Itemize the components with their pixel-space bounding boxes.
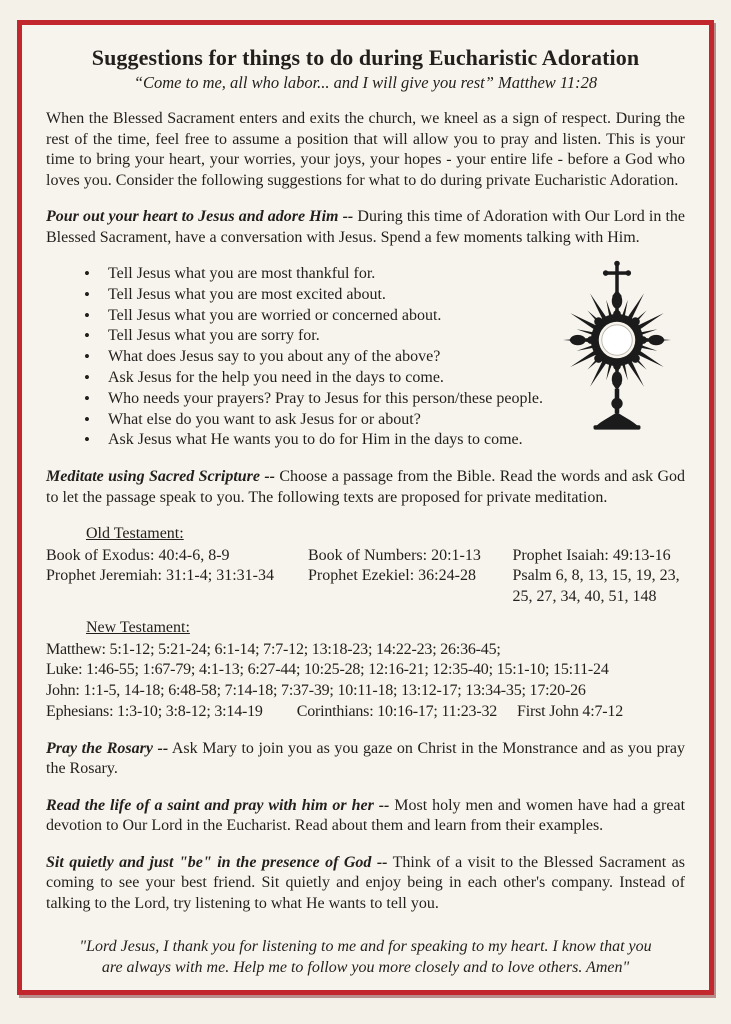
rosary-paragraph [46, 739, 685, 780]
meditate-paragraph [46, 467, 685, 508]
list-item: • Tell Jesus what you are most thankful for. [108, 264, 685, 285]
nt-reference: Matthew: 5:1-12; 5:21-24; 6:1-14; 7:7-12; 13:18-23; 14:22-23; 26:36-45; [46, 640, 501, 658]
intro-paragraph: When the Blessed Sacrament enters and exits the church, we kneel as a sign of respect. During the rest of the time, feel free to assume a position that will allow you to pray and listen. This is your time to bring your heart, your worries, your joys, your hopes - your entire life - before a God who loves you. Consider the following suggestions for what to do during private Eucharistic Adoration. [46, 110, 685, 189]
ot-reference: 25, 27, 34, 40, 51, 148 [512, 588, 657, 606]
pour-out-paragraph [46, 207, 685, 248]
pour-out-section [46, 207, 685, 467]
new-testament-section [46, 618, 685, 723]
list-item: • Tell Jesus what you are most excited about. [108, 285, 685, 306]
red-border-frame [17, 20, 714, 995]
ot-reference: Prophet Jeremiah: 31:1-4; 31:31-34 [46, 567, 274, 585]
ot-column-1 [46, 546, 308, 608]
ot-reference: Book of Numbers: 20:1-13 [307, 546, 481, 564]
saint-paragraph [46, 796, 685, 837]
old-testament-heading: Old Testament: [86, 525, 184, 543]
pour-out-body: During this time of Adoration with Our Lord in the Blessed Sacrament, have a conversation with Jesus. Spend a few moments talking with Him. [46, 208, 686, 246]
closing-prayer: "Lord Jesus, I thank you for listening to me and for speaking to my heart. I know that you are always with me. Help me to follow you more closely and to love others. Amen" [79, 938, 652, 977]
sit-quietly-paragraph [46, 853, 685, 915]
list-item: • Ask Jesus what He wants you to do for Him in the days to come. [108, 430, 685, 451]
nt-reference: John: 1:1-5, 14-18; 6:48-58; 7:14-18; 7:37-39; 10:11-18; 13:12-17; 13:34-35; 17:20-26 [46, 682, 586, 700]
rosary-heading: Pray the Rosary -- [46, 739, 169, 757]
ot-reference: Prophet Isaiah: 49:13-16 [512, 546, 671, 564]
list-item: • Tell Jesus what you are worried or concerned about. [108, 306, 685, 327]
sit-quietly-heading: Sit quietly and just "be" in the presence of God -- [46, 853, 388, 871]
ot-reference: Psalm 6, 8, 13, 15, 19, 23, [512, 567, 680, 585]
old-testament-table [46, 546, 685, 608]
old-testament-section [46, 524, 685, 608]
scripture-subtitle: “Come to me, all who labor... and I will give you rest” Matthew 11:28 [133, 73, 598, 92]
nt-reference: Luke: 1:46-55; 1:67-79; 4:1-13; 6:27-44; 10:25-28; 12:16-21; 12:35-40; 15:1-10; 15:11-24 [46, 661, 609, 679]
pour-out-heading: Pour out your heart to Jesus and adore Him -- [46, 208, 354, 225]
ot-reference: Book of Exodus: 40:4-6, 8-9 [46, 546, 230, 564]
ot-column-2 [308, 546, 512, 608]
nt-reference-row [46, 702, 685, 723]
conversation-bullet-list [46, 264, 685, 451]
list-item: • Ask Jesus for the help you need in the days to come. [108, 368, 685, 389]
ot-column-3 [512, 546, 685, 608]
sit-quietly-body: Think of a visit to the Blessed Sacrament as coming to see your best friend. Sit quietly and enjoy being in each other's company. Instead of talking to the Lord, try listening to what He wants to tell you. [46, 853, 686, 912]
nt-reference: First John 4:7-12 [517, 702, 623, 720]
list-item: • What else do you want to ask Jesus for or about? [108, 410, 685, 431]
ot-reference: Prophet Ezekiel: 36:24-28 [307, 567, 476, 585]
list-item: • Who needs your prayers? Pray to Jesus for this person/these people. [108, 389, 685, 410]
nt-reference: Ephesians: 1:3-10; 3:8-12; 3:14-19 [46, 702, 263, 720]
list-item: • What does Jesus say to you about any of the above? [108, 347, 685, 368]
meditate-heading: Meditate using Sacred Scripture -- [46, 468, 275, 486]
list-item: • Tell Jesus what you are sorry for. [108, 326, 685, 347]
meditate-body: Choose a passage from the Bible. Read the words and ask God to let the passage speak to you. The following texts are proposed for private meditation. [46, 468, 685, 506]
new-testament-heading: New Testament: [86, 619, 190, 637]
saint-heading: Read the life of a saint and pray with him or her -- [46, 796, 390, 814]
page-title: Suggestions for things to do during Eucharistic Adoration [91, 45, 640, 70]
saint-body: Most holy men and women have had a great devotion to Our Lord in the Eucharist. Read about them and learn from their examples. [46, 796, 686, 835]
nt-reference: Corinthians: 10:16-17; 11:23-32 [296, 702, 498, 720]
rosary-body: Ask Mary to join you as you gaze on Christ in the Monstrance and as you pray the Rosary. [46, 739, 686, 778]
new-testament-list [46, 640, 685, 723]
